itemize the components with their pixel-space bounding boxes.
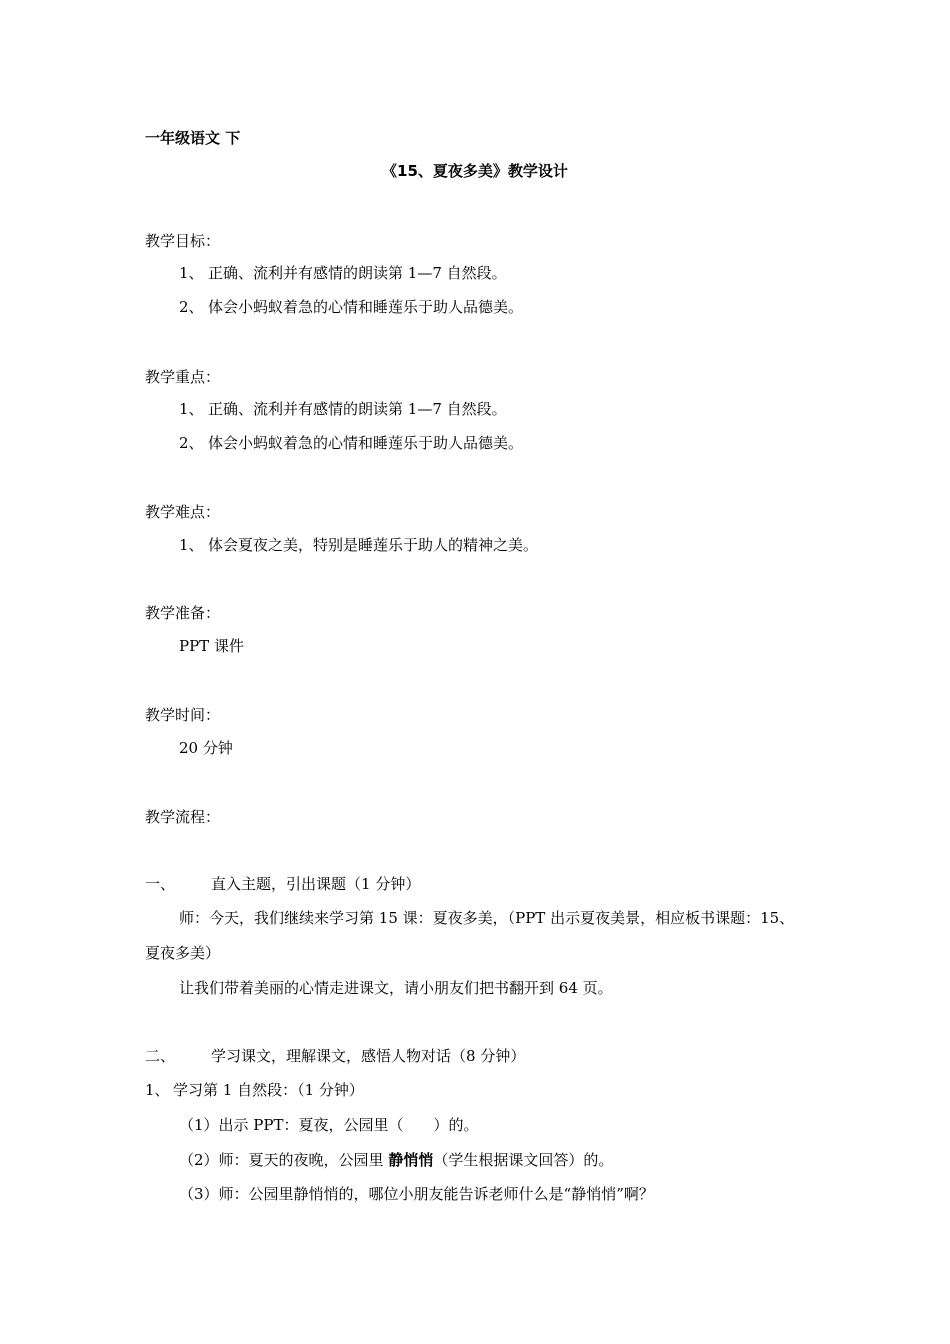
key-points-heading: 教学重点： bbox=[145, 368, 221, 386]
key-points-item-2-text: 体会小蚂蚁着急的心情和睡莲乐于助人品德美。 bbox=[208, 434, 524, 452]
section-1-num: 一、 bbox=[145, 875, 176, 893]
section-2-sub-num: 1、 bbox=[145, 1081, 170, 1099]
section-1-para1-line2: 夏夜多美） bbox=[145, 944, 221, 962]
difficulties-item-1-num: 1、 bbox=[179, 536, 204, 554]
section-2-line-2-post: （学生根据课文回答）的。 bbox=[433, 1151, 614, 1169]
section-2-line-2-pre: （2）师：夏天的夜晚，公园里 bbox=[179, 1151, 389, 1169]
section-2-sub-title: 学习第 1 自然段：（1 分钟） bbox=[173, 1081, 364, 1099]
section-1-para1-line1: 师：今天，我们继续来学习第 15 课：夏夜多美，（PPT 出示夏夜美景，相应板书课题：15、 bbox=[179, 909, 795, 927]
section-2-num: 二、 bbox=[145, 1047, 176, 1065]
section-1-title: 直入主题，引出课题（1 分钟） bbox=[211, 875, 421, 893]
goals-item-2-num: 2、 bbox=[179, 298, 204, 316]
section-2-line-3: （3）师：公园里静悄悄的，哪位小朋友能告诉老师什么是“静悄悄”啊？ bbox=[179, 1185, 654, 1203]
time-heading: 教学时间： bbox=[145, 706, 221, 724]
process-heading: 教学流程： bbox=[145, 808, 221, 826]
preparation-content: PPT 课件 bbox=[179, 637, 244, 655]
goals-item-1-num: 1、 bbox=[179, 264, 204, 282]
preparation-heading: 教学准备： bbox=[145, 604, 221, 622]
goals-item-2-text: 体会小蚂蚁着急的心情和睡莲乐于助人品德美。 bbox=[208, 298, 524, 316]
difficulties-item-1-text: 体会夏夜之美，特别是睡莲乐于助人的精神之美。 bbox=[208, 536, 539, 554]
section-2-line-2 bbox=[179, 1150, 613, 1170]
key-points-item-2-num: 2、 bbox=[179, 434, 204, 452]
section-1-para2: 让我们带着美丽的心情走进课文，请小朋友们把书翻开到 64 页。 bbox=[179, 979, 613, 997]
time-content: 20 分钟 bbox=[179, 739, 233, 757]
goals-heading: 教学目标： bbox=[145, 232, 221, 250]
section-2-title: 学习课文，理解课文，感悟人物对话（8 分钟） bbox=[211, 1047, 526, 1065]
section-2-line-2-bold: 静悄悄 bbox=[388, 1151, 434, 1169]
goals-item-1-text: 正确、流利并有感情的朗读第 1—7 自然段。 bbox=[208, 264, 507, 282]
difficulties-heading: 教学难点： bbox=[145, 503, 221, 521]
document-title: 《15、夏夜多美》教学设计 bbox=[382, 162, 568, 180]
grade-label: 一年级语文 下 bbox=[145, 129, 241, 147]
section-2-line-1: （1）出示 PPT：夏夜，公园里（ ）的。 bbox=[179, 1116, 479, 1134]
key-points-item-1-text: 正确、流利并有感情的朗读第 1—7 自然段。 bbox=[208, 400, 507, 418]
key-points-item-1-num: 1、 bbox=[179, 400, 204, 418]
